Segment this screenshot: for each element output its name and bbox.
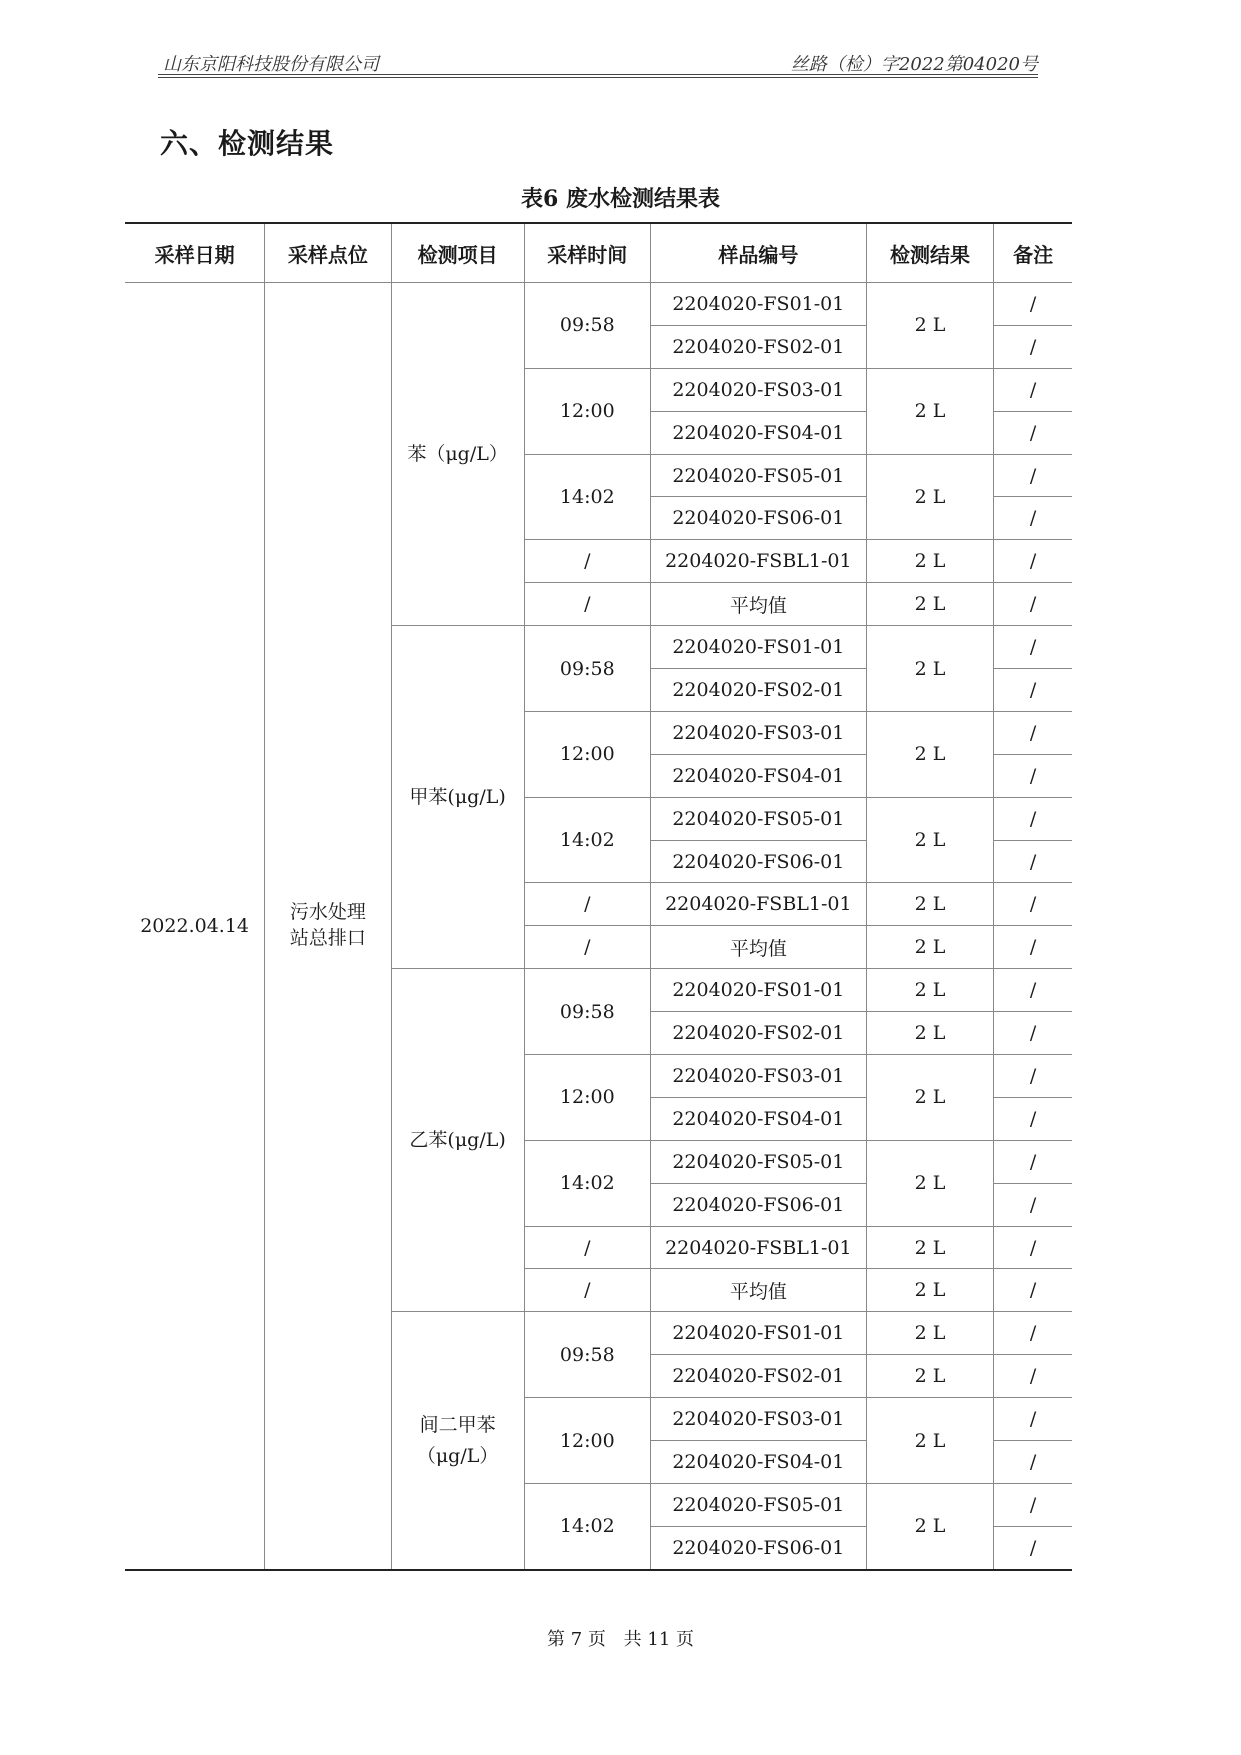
sample-id-cell: 2204020-FS01-01 <box>650 626 866 669</box>
note-cell: / <box>994 1441 1072 1484</box>
sample-id-cell: 2204020-FS01-01 <box>650 283 866 326</box>
sample-id-cell: 2204020-FS01-01 <box>650 1312 866 1355</box>
note-cell: / <box>994 283 1072 326</box>
sample-id-cell: 2204020-FS05-01 <box>650 797 866 840</box>
results-table <box>125 222 1072 1571</box>
header-company: 山东京阳科技股份有限公司 <box>163 54 379 75</box>
sampling-time-cell: 14:02 <box>524 797 650 883</box>
column-header: 采样日期 <box>125 223 265 283</box>
note-cell: / <box>994 1055 1072 1098</box>
note-cell: / <box>994 411 1072 454</box>
sample-id-cell: 2204020-FS02-01 <box>650 1355 866 1398</box>
note-cell: / <box>994 1398 1072 1441</box>
note-cell: / <box>994 926 1072 969</box>
sampling-date-cell: 2022.04.14 <box>125 283 265 1570</box>
sample-id-cell: 2204020-FS03-01 <box>650 368 866 411</box>
note-cell: / <box>994 583 1072 626</box>
sample-id-cell: 2204020-FS02-01 <box>650 669 866 712</box>
result-cell: 2 L <box>866 454 993 540</box>
note-cell: / <box>994 797 1072 840</box>
test-item-cell: 甲苯(μg/L) <box>391 626 524 969</box>
result-cell: 2 L <box>866 711 993 797</box>
sampling-time-cell: / <box>524 583 650 626</box>
table-caption: 表6 废水检测结果表 <box>521 186 720 212</box>
table-row <box>125 283 1072 326</box>
sample-id-cell: 2204020-FSBL1-01 <box>650 1226 866 1269</box>
note-cell: / <box>994 1526 1072 1569</box>
note-cell: / <box>994 497 1072 540</box>
sampling-time-cell: 12:00 <box>524 1398 650 1484</box>
page-total: 共 11 页 <box>623 1629 694 1650</box>
sampling-time-cell: 12:00 <box>524 1055 650 1141</box>
sampling-time-cell: 14:02 <box>524 454 650 540</box>
result-cell: 2 L <box>866 1312 993 1355</box>
sample-id-cell: 2204020-FS05-01 <box>650 1140 866 1183</box>
result-cell: 2 L <box>866 969 993 1012</box>
header-rule <box>158 74 1038 78</box>
table-header-row <box>125 223 1072 283</box>
sampling-time-cell: 09:58 <box>524 969 650 1055</box>
column-header: 采样点位 <box>265 223 391 283</box>
result-cell: 2 L <box>866 368 993 454</box>
note-cell: / <box>994 1312 1072 1355</box>
note-cell: / <box>994 754 1072 797</box>
column-header: 采样时间 <box>524 223 650 283</box>
note-cell: / <box>994 1355 1072 1398</box>
result-cell: 2 L <box>866 1055 993 1141</box>
sample-id-cell: 2204020-FSBL1-01 <box>650 883 866 926</box>
result-cell: 2 L <box>866 1355 993 1398</box>
sample-id-cell: 2204020-FS03-01 <box>650 1055 866 1098</box>
page-footer <box>0 1625 1241 1651</box>
sample-id-cell: 2204020-FS06-01 <box>650 1526 866 1569</box>
result-cell: 2 L <box>866 626 993 712</box>
note-cell: / <box>994 969 1072 1012</box>
sample-id-cell: 平均值 <box>650 926 866 969</box>
header-report-number: 丝路（检）字2022第04020号 <box>790 54 1038 75</box>
sample-id-cell: 2204020-FS01-01 <box>650 969 866 1012</box>
note-cell: / <box>994 626 1072 669</box>
sampling-time-cell: / <box>524 926 650 969</box>
sampling-time-cell: 09:58 <box>524 626 650 712</box>
note-cell: / <box>994 1183 1072 1226</box>
column-header: 样品编号 <box>650 223 866 283</box>
sampling-time-cell: 09:58 <box>524 1312 650 1398</box>
note-cell: / <box>994 711 1072 754</box>
sample-id-cell: 2204020-FS06-01 <box>650 840 866 883</box>
sampling-time-cell: 14:02 <box>524 1140 650 1226</box>
sampling-time-cell: 12:00 <box>524 711 650 797</box>
sample-id-cell: 2204020-FS02-01 <box>650 325 866 368</box>
note-cell: / <box>994 454 1072 497</box>
result-cell: 2 L <box>866 1012 993 1055</box>
note-cell: / <box>994 368 1072 411</box>
sample-id-cell: 2204020-FS06-01 <box>650 497 866 540</box>
note-cell: / <box>994 1012 1072 1055</box>
sample-id-cell: 2204020-FS06-01 <box>650 1183 866 1226</box>
column-header: 检测结果 <box>866 223 993 283</box>
test-item-cell: 苯（μg/L） <box>391 283 524 626</box>
sample-id-cell: 2204020-FS03-01 <box>650 711 866 754</box>
result-cell: 2 L <box>866 1269 993 1312</box>
section-title: 六、检测结果 <box>160 127 335 160</box>
result-cell: 2 L <box>866 1140 993 1226</box>
result-cell: 2 L <box>866 797 993 883</box>
sample-id-cell: 2204020-FSBL1-01 <box>650 540 866 583</box>
result-cell: 2 L <box>866 283 993 369</box>
column-header: 检测项目 <box>391 223 524 283</box>
result-cell: 2 L <box>866 583 993 626</box>
sample-id-cell: 2204020-FS04-01 <box>650 754 866 797</box>
sample-id-cell: 2204020-FS03-01 <box>650 1398 866 1441</box>
sampling-time-cell: / <box>524 540 650 583</box>
result-cell: 2 L <box>866 926 993 969</box>
test-item-cell: 间二甲苯（μg/L） <box>391 1312 524 1570</box>
column-header: 备注 <box>994 223 1072 283</box>
table-body <box>125 283 1072 1570</box>
note-cell: / <box>994 669 1072 712</box>
sampling-point-cell: 污水处理站总排口 <box>265 283 391 1570</box>
note-cell: / <box>994 1269 1072 1312</box>
sample-id-cell: 2204020-FS02-01 <box>650 1012 866 1055</box>
page-number: 第 7 页 <box>547 1629 606 1650</box>
note-cell: / <box>994 840 1072 883</box>
sample-id-cell: 平均值 <box>650 1269 866 1312</box>
sample-id-cell: 2204020-FS04-01 <box>650 1097 866 1140</box>
note-cell: / <box>994 883 1072 926</box>
sample-id-cell: 平均值 <box>650 583 866 626</box>
note-cell: / <box>994 1097 1072 1140</box>
test-item-cell: 乙苯(μg/L) <box>391 969 524 1312</box>
sampling-time-cell: / <box>524 1269 650 1312</box>
note-cell: / <box>994 1483 1072 1526</box>
sampling-time-cell: 14:02 <box>524 1483 650 1569</box>
note-cell: / <box>994 1140 1072 1183</box>
sampling-time-cell: 12:00 <box>524 368 650 454</box>
result-cell: 2 L <box>866 883 993 926</box>
note-cell: / <box>994 540 1072 583</box>
sample-id-cell: 2204020-FS05-01 <box>650 454 866 497</box>
sample-id-cell: 2204020-FS04-01 <box>650 1441 866 1484</box>
sampling-time-cell: / <box>524 1226 650 1269</box>
note-cell: / <box>994 325 1072 368</box>
result-cell: 2 L <box>866 1398 993 1484</box>
sample-id-cell: 2204020-FS05-01 <box>650 1483 866 1526</box>
sample-id-cell: 2204020-FS04-01 <box>650 411 866 454</box>
sampling-time-cell: / <box>524 883 650 926</box>
result-cell: 2 L <box>866 1226 993 1269</box>
sampling-time-cell: 09:58 <box>524 283 650 369</box>
result-cell: 2 L <box>866 540 993 583</box>
result-cell: 2 L <box>866 1483 993 1569</box>
note-cell: / <box>994 1226 1072 1269</box>
